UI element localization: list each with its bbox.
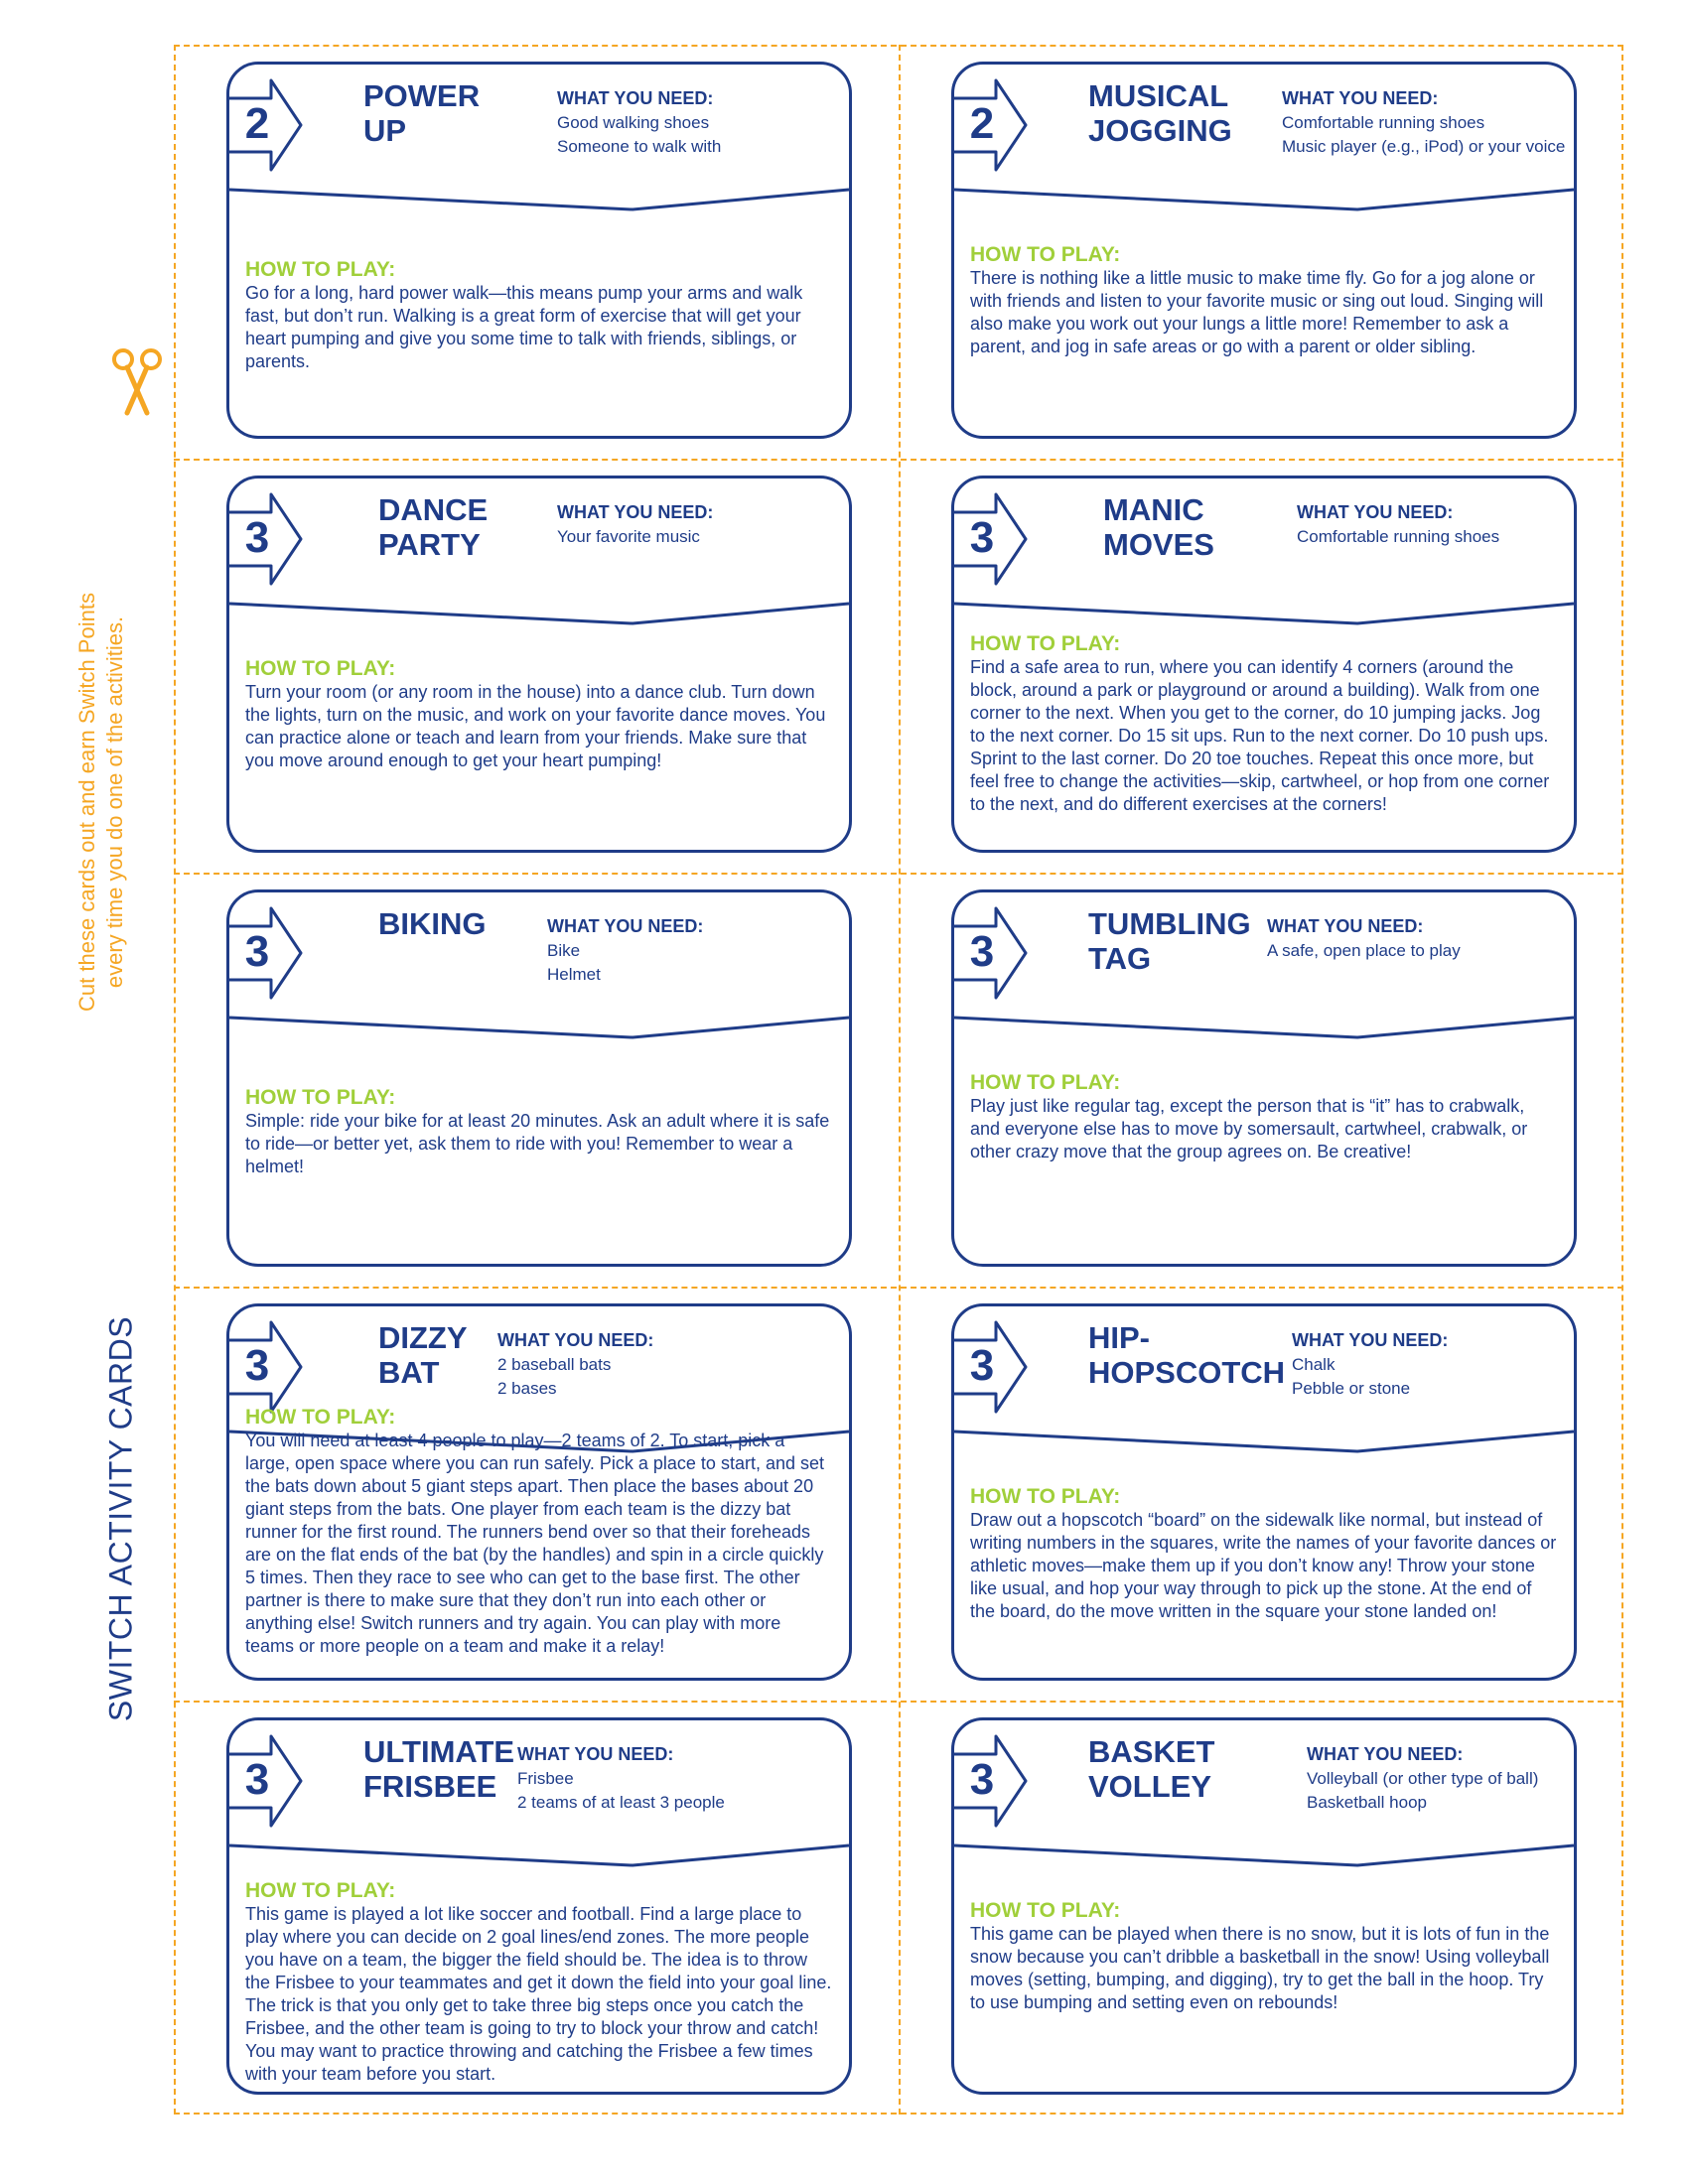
card-title: BIKING	[378, 906, 487, 941]
points-value: 3	[244, 513, 270, 562]
need-item: 2 teams of at least 3 people	[517, 1793, 725, 1812]
what-you-need	[1292, 1328, 1448, 1401]
points-badge	[951, 76, 1032, 174]
activity-card	[951, 62, 1577, 439]
how-to-play	[245, 1086, 833, 1178]
points-value: 2	[244, 99, 270, 148]
need-item: 2 baseball bats	[497, 1355, 612, 1374]
need-item: Basketball hoop	[1307, 1793, 1427, 1812]
what-you-need-heading: WHAT YOU NEED:	[517, 1744, 674, 1764]
card-title: MANIC MOVES	[1103, 492, 1214, 562]
card-title: MUSICAL JOGGING	[1088, 78, 1232, 148]
card-divider	[954, 596, 1574, 635]
what-you-need-heading: WHAT YOU NEED:	[1282, 88, 1439, 108]
how-to-play-heading: HOW TO PLAY:	[970, 1899, 1121, 1922]
points-badge	[226, 904, 307, 1002]
what-you-need-heading: WHAT YOU NEED:	[557, 502, 714, 522]
card-title: POWER UP	[363, 78, 481, 148]
cut-line-horizontal	[174, 459, 1623, 461]
how-to-play-text: This game is played a lot like soccer and football. Find a large place to play where you can decide on 2 goal lines/end zones. The more people you have on a team, the bigger the field should be. The idea is to throw the Frisbee to your teammates and get it down the field into your goal line. The trick is that you only get to take three big steps once you catch the Frisbee, and the other team is going to try to block your throw and catch! You may want to practice throwing and catching the Frisbee a few times with your team before you start.	[245, 1904, 832, 2084]
what-you-need	[557, 500, 713, 549]
what-you-need	[517, 1742, 725, 1815]
need-item: Bike	[547, 941, 581, 960]
how-to-play-heading: HOW TO PLAY:	[245, 258, 396, 281]
page-title	[91, 1281, 151, 1757]
card-title: TUMBLING TAG	[1088, 906, 1251, 976]
how-to-play-heading: HOW TO PLAY:	[970, 632, 1121, 655]
how-to-play-text: Go for a long, hard power walk—this means pump your arms and walk fast, but don’t run. Walking is a great form of exercise that will get your heart pumping and give you some time to talk with friends, siblings, or parents.	[245, 283, 803, 371]
how-to-play-heading: HOW TO PLAY:	[245, 657, 396, 680]
need-item: Volleyball (or other type of ball)	[1307, 1769, 1539, 1788]
how-to-play-heading: HOW TO PLAY:	[970, 1071, 1121, 1094]
need-item: Chalk	[1292, 1355, 1336, 1374]
what-you-need-heading: WHAT YOU NEED:	[497, 1330, 654, 1350]
how-to-play	[970, 1485, 1558, 1623]
card-divider	[229, 596, 849, 635]
card-title: DIZZY BAT	[378, 1320, 468, 1390]
need-item: Music player (e.g., iPod) or your voice	[1282, 137, 1566, 156]
how-to-play-text: Draw out a hopscotch “board” on the sidewalk like normal, but instead of writing numbers in the squares, write the names of your favorite dances or athletic moves—make them up if you don’t know any! Throw your stone like usual, and hop your way through to pick up the stone. At the end of the board, do the move written in the square your stone landed on!	[970, 1510, 1557, 1621]
points-value: 3	[969, 513, 995, 562]
what-you-need	[1297, 500, 1499, 549]
points-value: 3	[969, 927, 995, 976]
card-divider	[229, 1010, 849, 1049]
how-to-play-heading: HOW TO PLAY:	[245, 1086, 396, 1109]
points-badge	[951, 490, 1032, 588]
need-item: Good walking shoes	[557, 113, 710, 132]
what-you-need-heading: WHAT YOU NEED:	[557, 88, 714, 108]
points-value: 3	[969, 1755, 995, 1804]
how-to-play	[245, 258, 833, 373]
need-item: Someone to walk with	[557, 137, 722, 156]
card-divider	[229, 182, 849, 221]
activity-card	[951, 1303, 1577, 1681]
how-to-play-text: Simple: ride your bike for at least 20 minutes. Ask an adult where it is safe to ride—or better yet, ask them to ride with you! Remember to wear a helmet!	[245, 1111, 830, 1176]
what-you-need	[1282, 86, 1565, 159]
what-you-need-heading: WHAT YOU NEED:	[1267, 916, 1424, 936]
what-you-need-heading: WHAT YOU NEED:	[1292, 1330, 1449, 1350]
page-title-text: SWITCH ACTIVITY CARDS	[102, 1315, 139, 1722]
cut-instructions-line2: every time you do one of the activities.	[102, 615, 127, 989]
card-title: HIP- HOPSCOTCH	[1088, 1320, 1286, 1390]
cut-line-horizontal	[174, 1287, 1623, 1289]
what-you-need	[1307, 1742, 1538, 1815]
card-title: ULTIMATE FRISBEE	[363, 1734, 515, 1804]
how-to-play	[970, 1071, 1558, 1163]
points-value: 3	[969, 1341, 995, 1390]
how-to-play	[245, 1879, 833, 2086]
what-you-need-heading: WHAT YOU NEED:	[1307, 1744, 1464, 1764]
need-item: Frisbee	[517, 1769, 574, 1788]
need-item: Comfortable running shoes	[1297, 527, 1500, 546]
card-divider	[954, 1838, 1574, 1877]
cut-line-horizontal	[174, 1701, 1623, 1703]
how-to-play	[245, 657, 833, 772]
points-badge	[226, 76, 307, 174]
points-value: 3	[244, 1341, 270, 1390]
need-item: A safe, open place to play	[1267, 941, 1461, 960]
card-title: BASKET VOLLEY	[1088, 1734, 1215, 1804]
how-to-play	[970, 1899, 1558, 2014]
need-item: Comfortable running shoes	[1282, 113, 1485, 132]
need-item: 2 bases	[497, 1379, 557, 1398]
activity-card	[951, 476, 1577, 853]
points-badge	[951, 1318, 1032, 1416]
how-to-play-text: This game can be played when there is no snow, but it is lots of fun in the snow because you can’t dribble a basketball in the snow! Using volleyball moves (setting, bumping, and digging), try to get the ball in the hoop. Try to use bumping and setting even on rebounds!	[970, 1924, 1550, 2012]
card-divider	[954, 1010, 1574, 1049]
need-item: Pebble or stone	[1292, 1379, 1411, 1398]
activity-card	[226, 889, 852, 1267]
need-item: Your favorite music	[557, 527, 700, 546]
what-you-need	[547, 914, 703, 987]
what-you-need	[1267, 914, 1461, 963]
card-title: DANCE PARTY	[378, 492, 489, 562]
how-to-play-text: There is nothing like a little music to make time fly. Go for a jog alone or with friends and listen to your favorite music or sing out loud. Singing will also make you work out your lungs a little more! Remember to ask a parent, and jog in safe areas or go with a parent or older sibling.	[970, 268, 1544, 356]
activity-card	[226, 1303, 852, 1681]
points-badge	[951, 1732, 1032, 1830]
points-badge	[951, 904, 1032, 1002]
how-to-play	[245, 1406, 833, 1658]
cut-line-horizontal	[174, 873, 1623, 875]
how-to-play-text: Turn your room (or any room in the house) into a dance club. Turn down the lights, turn on the music, and work on your favorite dance moves. You can practice alone or teach and learn from your friends. Make sure that you move around enough to get your heart pumping!	[245, 682, 826, 770]
scissors-icon	[107, 345, 167, 417]
card-divider	[954, 1424, 1574, 1463]
cut-instructions	[74, 524, 127, 1080]
how-to-play-text: You will need at least 4 people to play—2 teams of 2. To start, pick a large, open space where you can run safely. Pick a place to start, and set the bats down about 5 giant steps apart. Then place the bases about 20 giant steps from the bats. One player from each team is the dizzy bat runner for the first round. The runners bend over so that their foreheads are on the flat ends of the bat (by the handles) and spin in a circle quickly 5 times. Then they race to see who can get to the base first. The other partner is there to make sure that they don’t run into each other or anything else! Switch runners and try again. You can play with more teams or more people on a team and make it a relay!	[245, 1431, 824, 1656]
what-you-need	[557, 86, 721, 159]
cut-line-vertical	[899, 45, 901, 2115]
how-to-play-heading: HOW TO PLAY:	[245, 1879, 396, 1902]
cut-instructions-line1: Cut these cards out and earn Switch Points	[74, 593, 99, 1012]
activity-card	[951, 889, 1577, 1267]
need-item: Helmet	[547, 965, 601, 984]
points-badge	[226, 1318, 307, 1416]
how-to-play-heading: HOW TO PLAY:	[970, 243, 1121, 266]
activity-card	[226, 62, 852, 439]
points-value: 3	[244, 1755, 270, 1804]
how-to-play	[970, 632, 1558, 816]
how-to-play-text: Find a safe area to run, where you can identify 4 corners (around the block, around a park or playground or around a building). Walk from one corner to the next. When you get to the corner, do 10 jumping jacks. Jog to the next corner. Do 15 sit ups. Run to the next corner. Do 10 push ups. Sprint to the last corner. Do 20 toe touches. Repeat this once more, but feel free to change the activities—skip, cartwheel, or hop from one corner to the next, and do different exercises at the corners!	[970, 657, 1550, 814]
activity-card	[226, 1717, 852, 2095]
how-to-play	[970, 243, 1558, 358]
what-you-need	[497, 1328, 653, 1401]
activity-card	[951, 1717, 1577, 2095]
points-badge	[226, 1732, 307, 1830]
card-divider	[954, 182, 1574, 221]
card-divider	[229, 1838, 849, 1877]
how-to-play-heading: HOW TO PLAY:	[970, 1485, 1121, 1508]
points-value: 3	[244, 927, 270, 976]
points-badge	[226, 490, 307, 588]
activity-card	[226, 476, 852, 853]
points-value: 2	[969, 99, 995, 148]
how-to-play-heading: HOW TO PLAY:	[245, 1406, 396, 1429]
what-you-need-heading: WHAT YOU NEED:	[547, 916, 704, 936]
how-to-play-text: Play just like regular tag, except the person that is “it” has to crabwalk, and everyone else has to move by somersault, cartwheel, crabwalk, or other crazy move that the group agrees on. Be creative!	[970, 1096, 1528, 1161]
what-you-need-heading: WHAT YOU NEED:	[1297, 502, 1454, 522]
